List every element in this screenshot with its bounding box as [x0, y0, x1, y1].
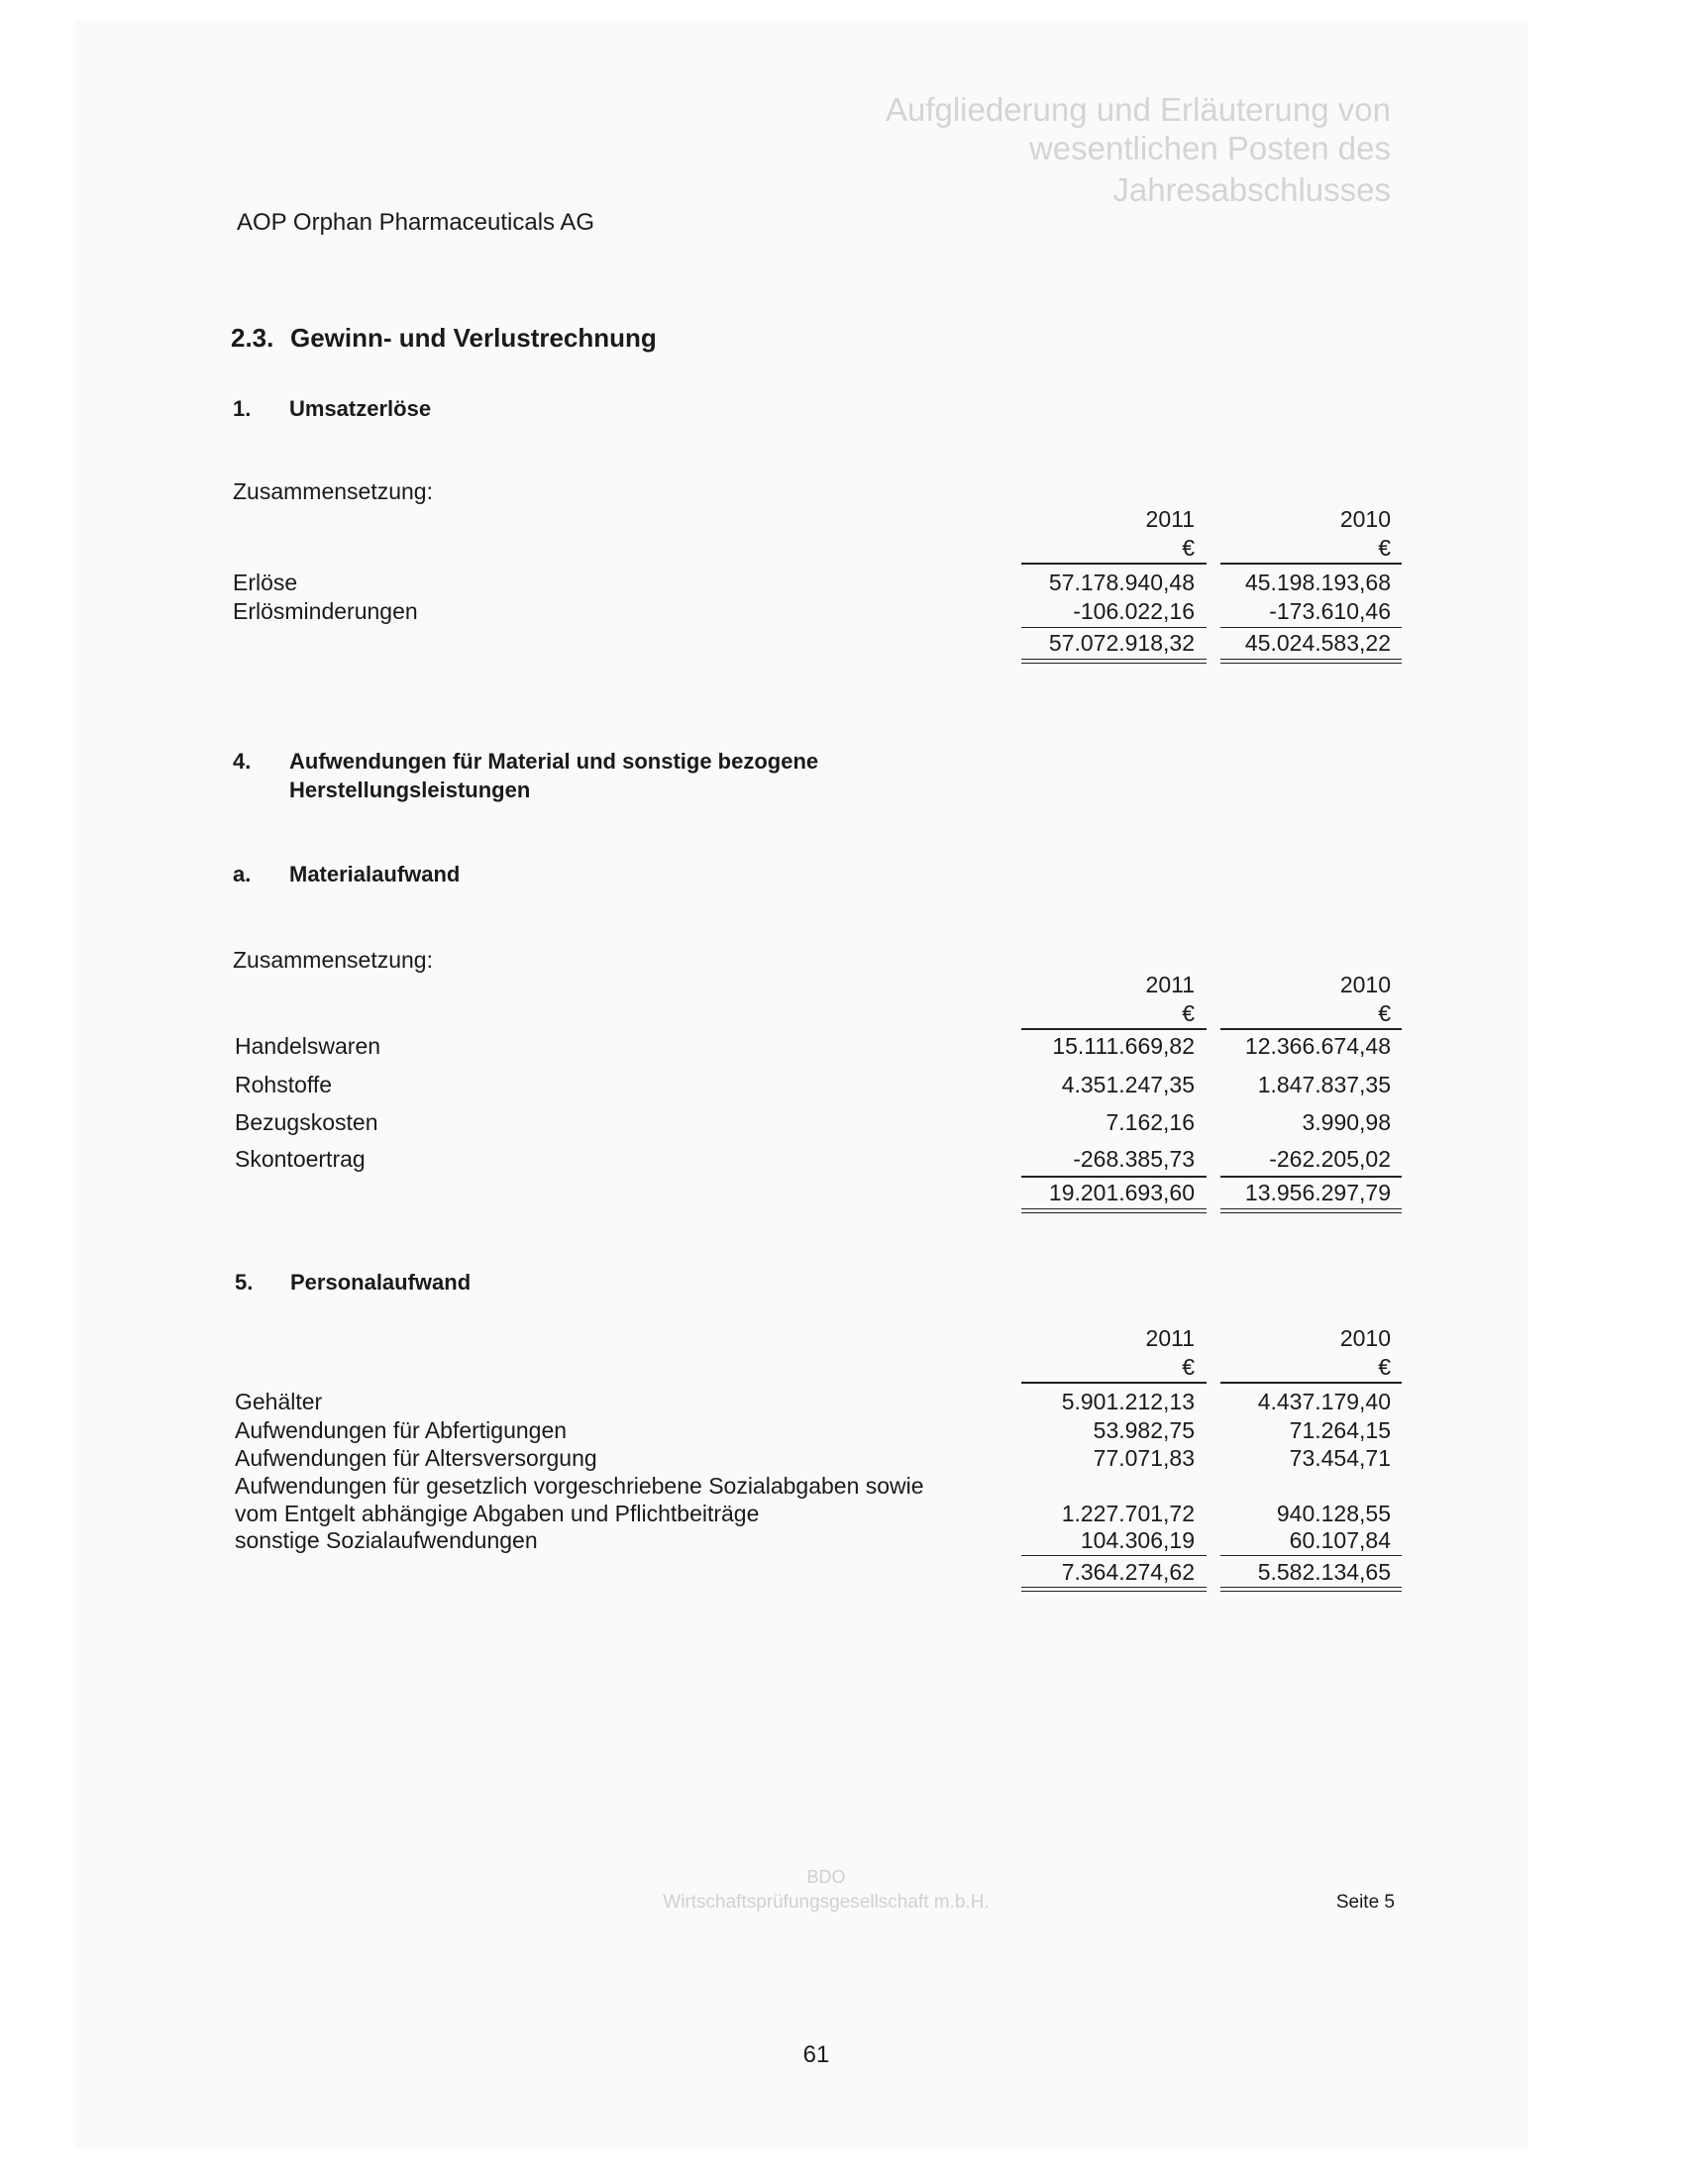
- row-label: Erlösminderungen: [233, 598, 418, 624]
- row-value: 4.437.179,40: [1257, 1389, 1391, 1414]
- divider: [1220, 1382, 1402, 1384]
- double-underline: [1021, 1587, 1207, 1588]
- row-value: -106.022,16: [1073, 598, 1195, 624]
- row-value: 1.227.701,72: [1061, 1501, 1195, 1526]
- total-value: 13.956.297,79: [1244, 1180, 1391, 1205]
- double-underline: [1220, 1212, 1402, 1213]
- currency-header: €: [1378, 1000, 1391, 1026]
- row-value: 77.071,83: [1093, 1445, 1195, 1471]
- item-title: Herstellungsleistungen: [289, 778, 531, 802]
- total-value: 45.024.583,22: [1244, 630, 1391, 656]
- double-underline: [1021, 663, 1207, 664]
- double-underline: [1220, 1591, 1402, 1592]
- row-value: 4.351.247,35: [1061, 1072, 1195, 1097]
- subitem-title: Materialaufwand: [289, 862, 461, 886]
- row-label: Handelswaren: [235, 1033, 381, 1059]
- total-value: 57.072.918,32: [1048, 630, 1195, 656]
- row-value: 15.111.669,82: [1052, 1033, 1195, 1059]
- row-value: 7.162,16: [1106, 1109, 1195, 1135]
- double-underline: [1021, 1208, 1207, 1209]
- watermark-title-line: Jahresabschlusses: [1112, 171, 1391, 208]
- row-value: 57.178.940,48: [1048, 570, 1195, 595]
- currency-header: €: [1182, 1354, 1195, 1380]
- row-value: 45.198.193,68: [1244, 570, 1391, 595]
- row-value: -268.385,73: [1073, 1146, 1195, 1172]
- row-value: 53.982,75: [1093, 1417, 1195, 1443]
- footer-firm-short: BDO: [806, 1867, 846, 1887]
- divider: [1021, 1382, 1207, 1384]
- year-header: 2011: [1145, 972, 1195, 997]
- double-underline: [1220, 659, 1402, 660]
- total-value: 19.201.693,60: [1048, 1180, 1195, 1205]
- divider: [1021, 1028, 1207, 1030]
- row-value: 940.128,55: [1276, 1501, 1391, 1526]
- divider: [1021, 563, 1207, 565]
- divider: [1021, 1555, 1207, 1556]
- row-value: -173.610,46: [1269, 598, 1391, 624]
- row-value: 60.107,84: [1289, 1527, 1391, 1553]
- divider: [1220, 1028, 1402, 1030]
- row-value: 73.454,71: [1289, 1445, 1391, 1471]
- double-underline: [1220, 663, 1402, 664]
- year-header: 2010: [1339, 972, 1391, 997]
- double-underline: [1220, 1587, 1402, 1588]
- company-name: AOP Orphan Pharmaceuticals AG: [237, 209, 595, 236]
- year-header: 2010: [1339, 506, 1391, 532]
- year-header: 2011: [1145, 506, 1195, 532]
- row-label: vom Entgelt abhängige Abgaben und Pflichtbeiträge: [235, 1501, 760, 1526]
- row-value: 12.366.674,48: [1244, 1033, 1391, 1059]
- total-value: 7.364.274,62: [1061, 1559, 1195, 1585]
- row-value: -262.205,02: [1269, 1146, 1391, 1172]
- footer-firm-name: Wirtschaftsprüfungsgesellschaft m.b.H.: [663, 1892, 990, 1913]
- watermark-title-line: Aufgliederung und Erläuterung von: [885, 91, 1391, 128]
- item-title: Umsatzerlöse: [289, 396, 432, 421]
- item-number: 4.: [233, 749, 252, 774]
- year-header: 2010: [1339, 1325, 1391, 1351]
- item-number: 5.: [235, 1270, 254, 1295]
- row-value: 5.901.212,13: [1061, 1389, 1195, 1414]
- row-label: Erlöse: [233, 570, 298, 595]
- row-value: 104.306,19: [1080, 1527, 1195, 1553]
- currency-header: €: [1182, 535, 1195, 561]
- row-value: 1.847.837,35: [1257, 1072, 1391, 1097]
- row-label: Aufwendungen für gesetzlich vorgeschriebene Sozialabgaben sowie: [235, 1473, 924, 1499]
- section-title: Gewinn- und Verlustrechnung: [290, 323, 657, 353]
- section-number: 2.3.: [231, 323, 274, 353]
- intro-label: Zusammensetzung:: [233, 947, 433, 973]
- divider: [1220, 1555, 1402, 1556]
- double-underline: [1021, 659, 1207, 660]
- item-number: 1.: [233, 396, 252, 421]
- row-label: Aufwendungen für Altersversorgung: [235, 1445, 597, 1471]
- row-value: 71.264,15: [1289, 1417, 1391, 1443]
- currency-header: €: [1378, 535, 1391, 561]
- intro-label: Zusammensetzung:: [233, 478, 433, 504]
- double-underline: [1021, 1591, 1207, 1592]
- row-label: Aufwendungen für Abfertigungen: [235, 1417, 568, 1443]
- item-title: Personalaufwand: [290, 1270, 472, 1295]
- item-title: Aufwendungen für Material und sonstige bezogene: [289, 749, 819, 774]
- total-value: 5.582.134,65: [1257, 1559, 1391, 1585]
- row-value: 3.990,98: [1302, 1109, 1391, 1135]
- watermark-title-line: wesentlichen Posten des: [1028, 130, 1391, 166]
- row-label: sonstige Sozialaufwendungen: [235, 1527, 538, 1553]
- page-label: Seite 5: [1335, 1892, 1395, 1913]
- double-underline: [1021, 1212, 1207, 1213]
- year-header: 2011: [1145, 1325, 1195, 1351]
- page-number: 61: [802, 2041, 830, 2068]
- currency-header: €: [1378, 1354, 1391, 1380]
- row-label: Gehälter: [235, 1389, 323, 1414]
- subitem-number: a.: [233, 862, 252, 886]
- row-label: Skontoertrag: [235, 1146, 366, 1172]
- divider: [1220, 563, 1402, 565]
- currency-header: €: [1182, 1000, 1195, 1026]
- double-underline: [1220, 1208, 1402, 1209]
- row-label: Rohstoffe: [235, 1072, 333, 1097]
- row-label: Bezugskosten: [235, 1109, 378, 1135]
